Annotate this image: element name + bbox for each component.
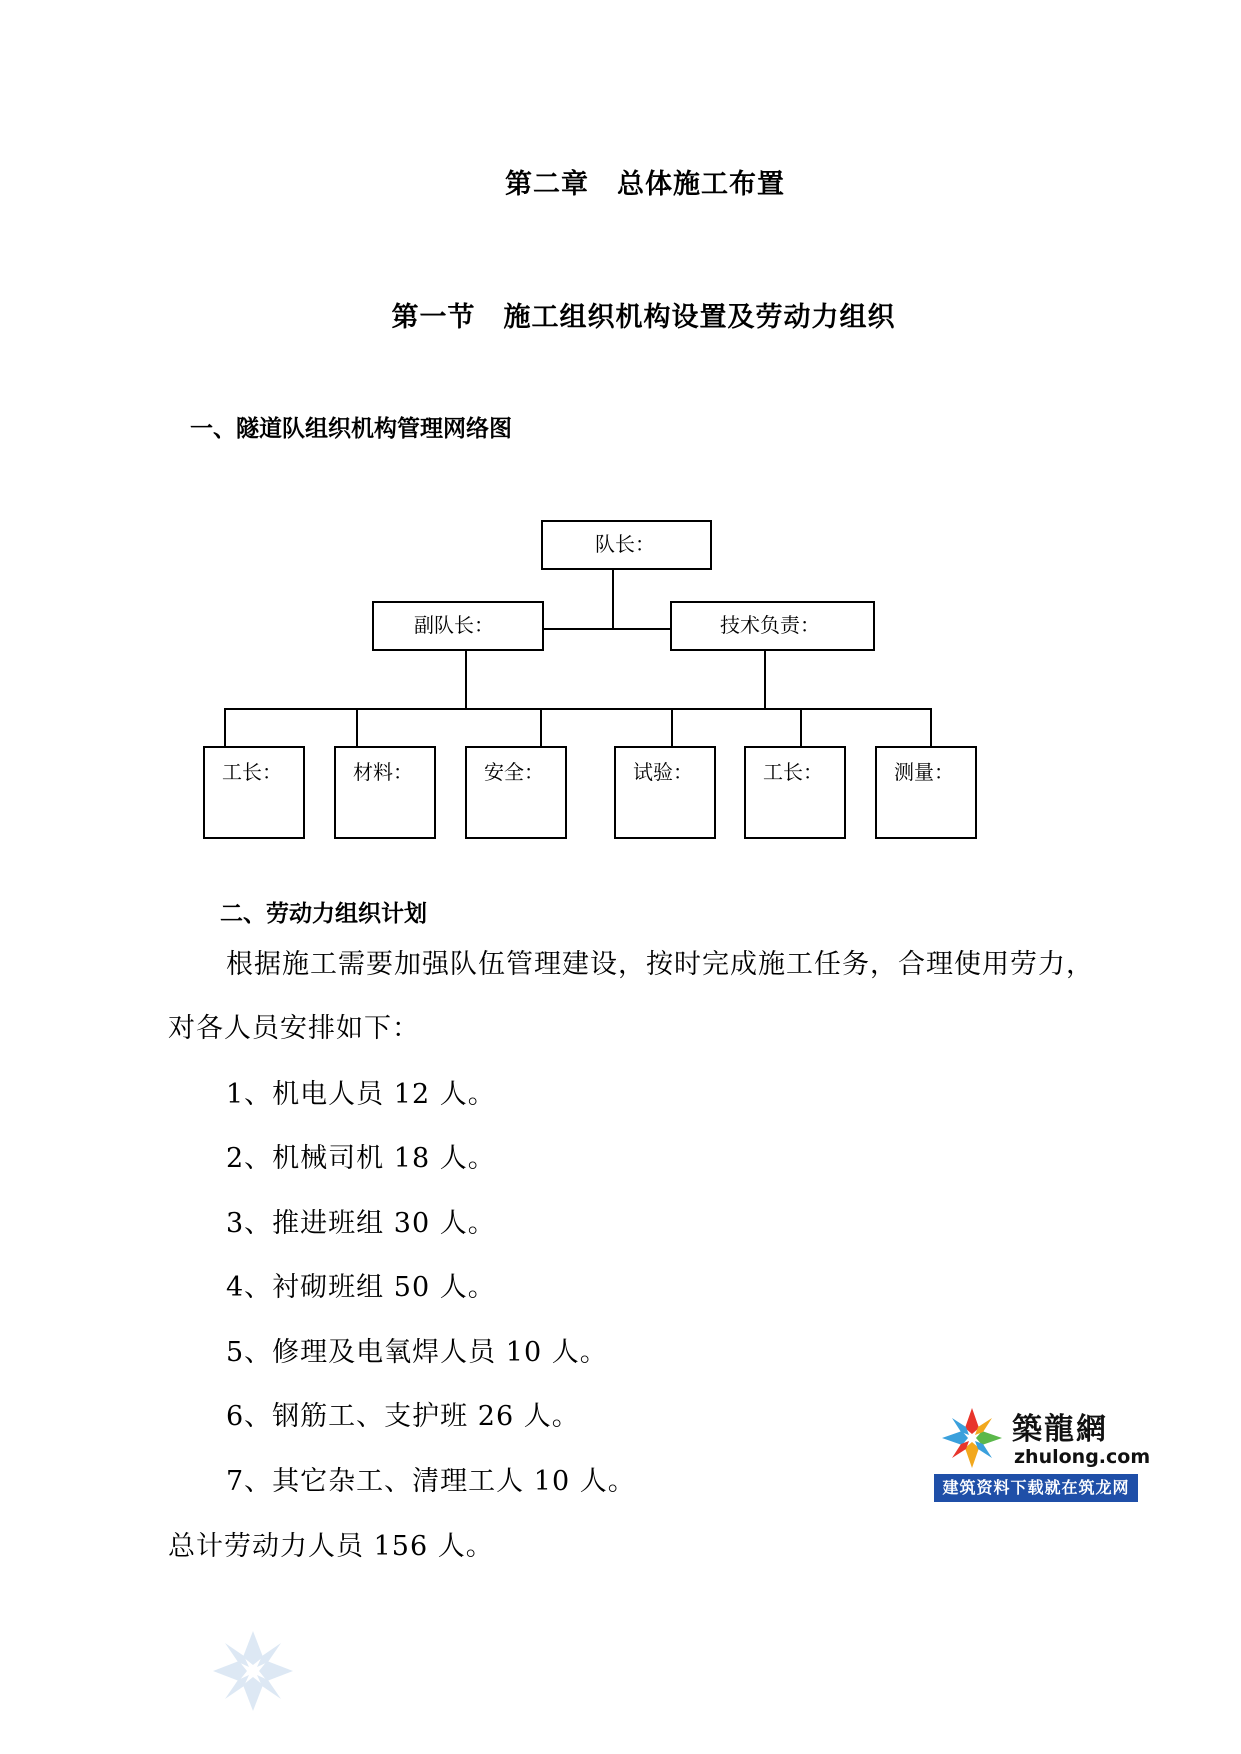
connector-unit-5 [800, 708, 802, 746]
org-box-unit-label: 安全： [484, 760, 544, 784]
labor-total: 总计劳动力人员 156 人。 [168, 1531, 494, 1562]
org-box-unit [614, 746, 716, 839]
org-box-tech-lead-label: 技术负责： [720, 613, 820, 637]
labor-list-item: 7、其它杂工、清理工人 10 人。 [226, 1466, 636, 1497]
labor-intro-line-2: 对各人员安排如下： [168, 1013, 420, 1044]
connector-unit-3 [540, 708, 542, 746]
org-box-unit-label: 材料： [353, 760, 413, 784]
org-box-unit-label: 测量： [894, 760, 954, 784]
connector-deputy-tech [544, 628, 670, 630]
connector-deputy-down [465, 651, 467, 709]
faded-snowflake-icon [210, 1628, 296, 1714]
labor-list-item: 6、钢筋工、支护班 26 人。 [226, 1401, 580, 1432]
org-box-leader [541, 520, 712, 570]
org-box-unit [744, 746, 846, 839]
org-box-unit [875, 746, 977, 839]
connector-unit-1 [224, 708, 226, 746]
org-box-deputy [372, 601, 544, 651]
org-box-unit-label: 工长： [222, 760, 282, 784]
org-chart-heading: 一、隧道队组织机构管理网络图 [190, 416, 512, 442]
labor-list-item: 4、衬砌班组 50 人。 [226, 1272, 496, 1303]
org-box-deputy-label: 副队长： [414, 613, 494, 637]
connector-unit-2 [356, 708, 358, 746]
watermark-name: 築龍網 [1012, 1412, 1108, 1447]
org-box-unit [465, 746, 567, 839]
labor-list-item: 3、推进班组 30 人。 [226, 1208, 496, 1239]
org-box-unit [334, 746, 436, 839]
labor-list-item: 5、修理及电氧焊人员 10 人。 [226, 1337, 608, 1368]
section-title: 第一节 施工组织机构设置及劳动力组织 [391, 302, 896, 333]
watermark-logo [934, 1402, 1151, 1502]
snowflake-logo-icon [936, 1402, 1008, 1474]
org-box-leader-label: 队长： [595, 532, 655, 556]
org-box-unit-label: 试验： [633, 760, 693, 784]
connector-bus [224, 708, 932, 710]
labor-list-item: 2、机械司机 18 人。 [226, 1143, 496, 1174]
org-box-unit [203, 746, 305, 839]
labor-plan-heading: 二、劳动力组织计划 [220, 901, 427, 927]
connector-unit-4 [671, 708, 673, 746]
connector-tech-down [764, 651, 766, 709]
labor-list-item: 1、机电人员 12 人。 [226, 1079, 496, 1110]
chapter-title: 第二章 总体施工布置 [505, 169, 785, 200]
connector-unit-6 [930, 708, 932, 746]
connector-leader-down [612, 570, 614, 628]
org-box-tech-lead [670, 601, 875, 651]
labor-intro-line-1: 根据施工需要加强队伍管理建设，按时完成施工任务，合理使用劳力， [226, 949, 1094, 980]
watermark-domain: zhulong.com [1014, 1446, 1151, 1468]
watermark-tagline: 建筑资料下载就在筑龙网 [934, 1474, 1138, 1502]
org-box-unit-label: 工长： [763, 760, 823, 784]
